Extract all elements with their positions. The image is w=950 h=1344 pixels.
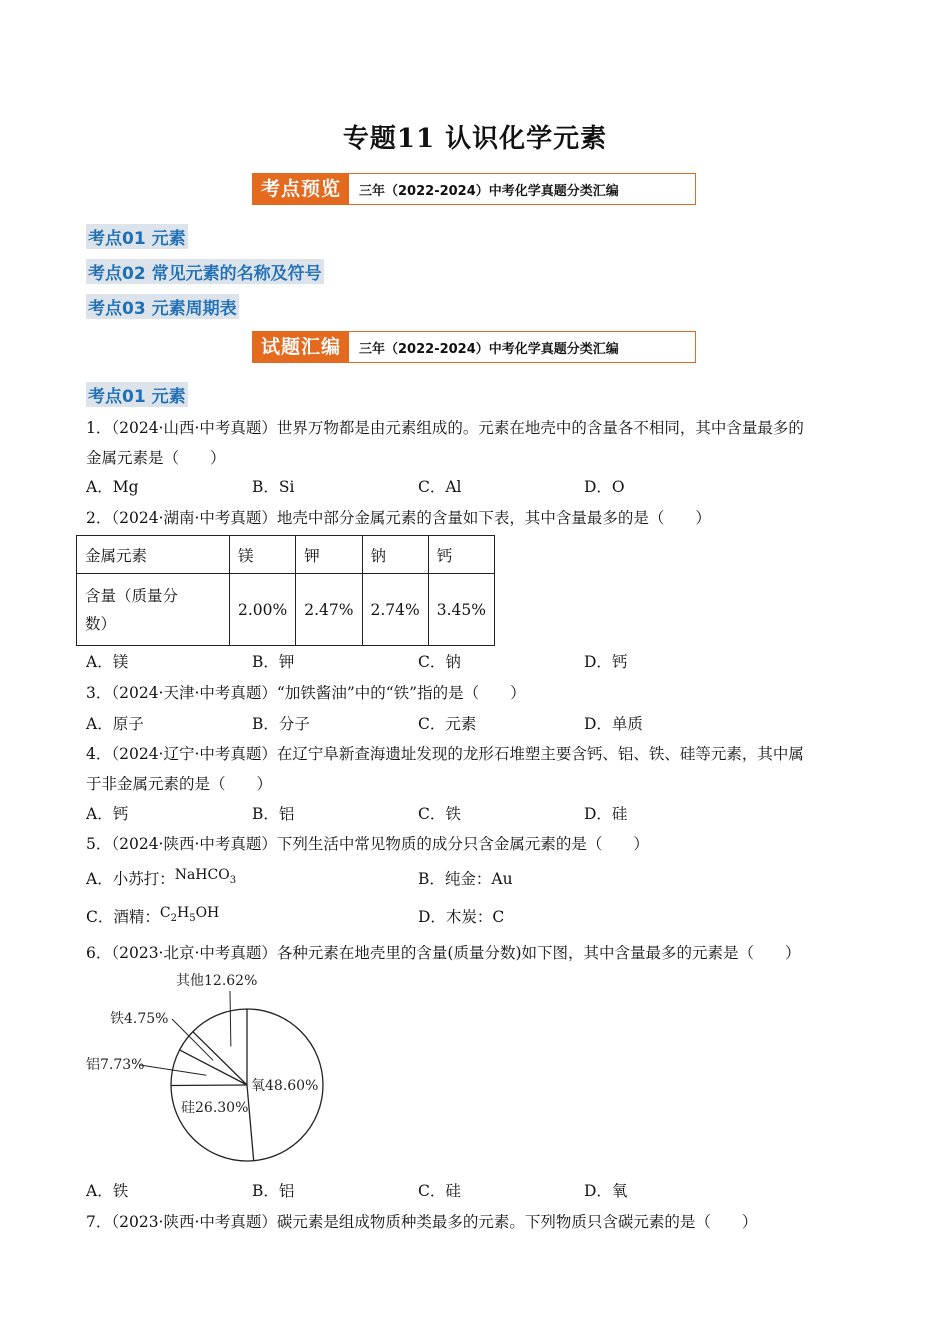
banner-questions-tag: 试题汇编	[253, 332, 349, 362]
banner-preview-text: 三年（2022-2024）中考化学真题分类汇编	[359, 183, 619, 199]
formula-part: H	[176, 905, 190, 921]
q2-option-a: A．镁	[86, 653, 129, 671]
pie-label-铁: 铁4.75%	[110, 1011, 169, 1027]
q2-table	[76, 535, 495, 646]
q5-option-a	[86, 867, 236, 891]
q4-option-c: C．铁	[418, 805, 461, 823]
table-header-cell: 钠	[362, 536, 428, 574]
formula-part: C	[159, 905, 171, 921]
q3-option-d: D．单质	[584, 715, 643, 733]
q7-text: 7．（2023·陕西·中考真题）碳元素是组成物质种类最多的元素。下列物质只含碳元素的是（ ）	[86, 1213, 758, 1231]
q5-option-a-label: A．小苏打：	[86, 870, 175, 888]
q3-text: 3．（2024·天津·中考真题）“加铁酱油”中的“铁”指的是（ ）	[86, 684, 526, 702]
formula-nahco3	[174, 867, 237, 886]
q5-option-d: D．木炭：C	[418, 908, 505, 926]
q6-option-a: A．铁	[86, 1182, 129, 1200]
q1-option-d: D．O	[584, 478, 625, 496]
banner-preview-tag: 考点预览	[253, 174, 349, 204]
q6-option-b: B．铝	[252, 1182, 295, 1200]
toc-link-3[interactable]: 考点03 元素周期表	[86, 294, 239, 319]
q4-option-b: B．铝	[252, 805, 295, 823]
q6-option-d: D．氧	[584, 1182, 628, 1200]
q5-text: 5．（2024·陕西·中考真题）下列生活中常见物质的成分只含金属元素的是（ ）	[86, 835, 649, 853]
q5-option-b: B．纯金：Au	[418, 870, 513, 888]
formula-part: NaHCO	[174, 867, 230, 883]
q2-option-d: D．钙	[584, 653, 628, 671]
q2-text: 2．（2024·湖南·中考真题）地壳中部分金属元素的含量如下表，其中含量最多的是（ ）	[86, 509, 711, 527]
pie-label-其他: 其他12.62%	[176, 973, 258, 989]
table-cell: 3.45%	[428, 574, 494, 646]
pie-label-氧: 氧48.60%	[251, 1078, 319, 1094]
table-header-cell: 镁	[230, 536, 296, 574]
banner-questions-text: 三年（2022-2024）中考化学真题分类汇编	[359, 341, 619, 357]
pie-label-铝: 铝7.73%	[86, 1057, 145, 1073]
table-header-cell: 钙	[428, 536, 494, 574]
toc-link-2[interactable]: 考点02 常见元素的名称及符号	[86, 259, 324, 284]
banner-questions	[252, 331, 696, 363]
q1-option-a: A．Mg	[86, 478, 139, 496]
q4-option-a: A．钙	[86, 805, 129, 823]
row-label-line2: 数）	[85, 614, 117, 633]
q5-option-c-label: C．酒精：	[86, 908, 160, 926]
table-header-cell: 金属元素	[77, 536, 230, 574]
q2-option-b: B．钾	[252, 653, 295, 671]
banner-preview	[252, 173, 696, 205]
formula-subscript: 5	[189, 912, 196, 924]
row-label-line1: 含量（质量分	[85, 586, 179, 605]
q1-option-c: C．Al	[418, 478, 462, 496]
q1-line2: 金属元素是（ ）	[86, 449, 226, 467]
q1-option-b: B．Si	[252, 478, 295, 496]
pie-chart	[80, 965, 340, 1170]
table-header-cell: 钾	[296, 536, 362, 574]
formula-part: OH	[195, 905, 220, 921]
table-row-label	[77, 574, 230, 646]
q6-text: 6．（2023·北京·中考真题）各种元素在地壳里的含量(质量分数)如下图，其中含量最多的元素是（ ）	[86, 944, 801, 962]
table-cell: 2.47%	[296, 574, 362, 646]
q5-option-c	[86, 905, 219, 929]
page-title: 专题11 认识化学元素	[342, 124, 608, 154]
q2-option-c: C．钠	[418, 653, 461, 671]
q3-option-c: C．元素	[418, 715, 477, 733]
q3-option-b: B．分子	[252, 715, 310, 733]
q6-option-c: C．硅	[418, 1182, 461, 1200]
toc-link-1[interactable]: 考点01 元素	[86, 224, 188, 249]
formula-subscript: 2	[170, 912, 177, 924]
table-cell: 2.00%	[230, 574, 296, 646]
q4-option-d: D．硅	[584, 805, 628, 823]
formula-subscript: 3	[229, 874, 237, 886]
section-heading: 考点01 元素	[86, 382, 188, 407]
q1-line1: 1．（2024·山西·中考真题）世界万物都是由元素组成的。元素在地壳中的含量各不相同，其中含量最多的	[86, 419, 804, 437]
q4-line1: 4．（2024·辽宁·中考真题）在辽宁阜新查海遗址发现的龙形石堆塑主要含钙、铝、铁、硅等元素，其中属	[86, 745, 804, 763]
q4-line2: 于非金属元素的是（ ）	[86, 775, 273, 793]
formula-c2h5oh	[159, 905, 220, 924]
q3-option-a: A．原子	[86, 715, 144, 733]
pie-label-硅: 硅26.30%	[181, 1100, 249, 1116]
table-cell: 2.74%	[362, 574, 428, 646]
